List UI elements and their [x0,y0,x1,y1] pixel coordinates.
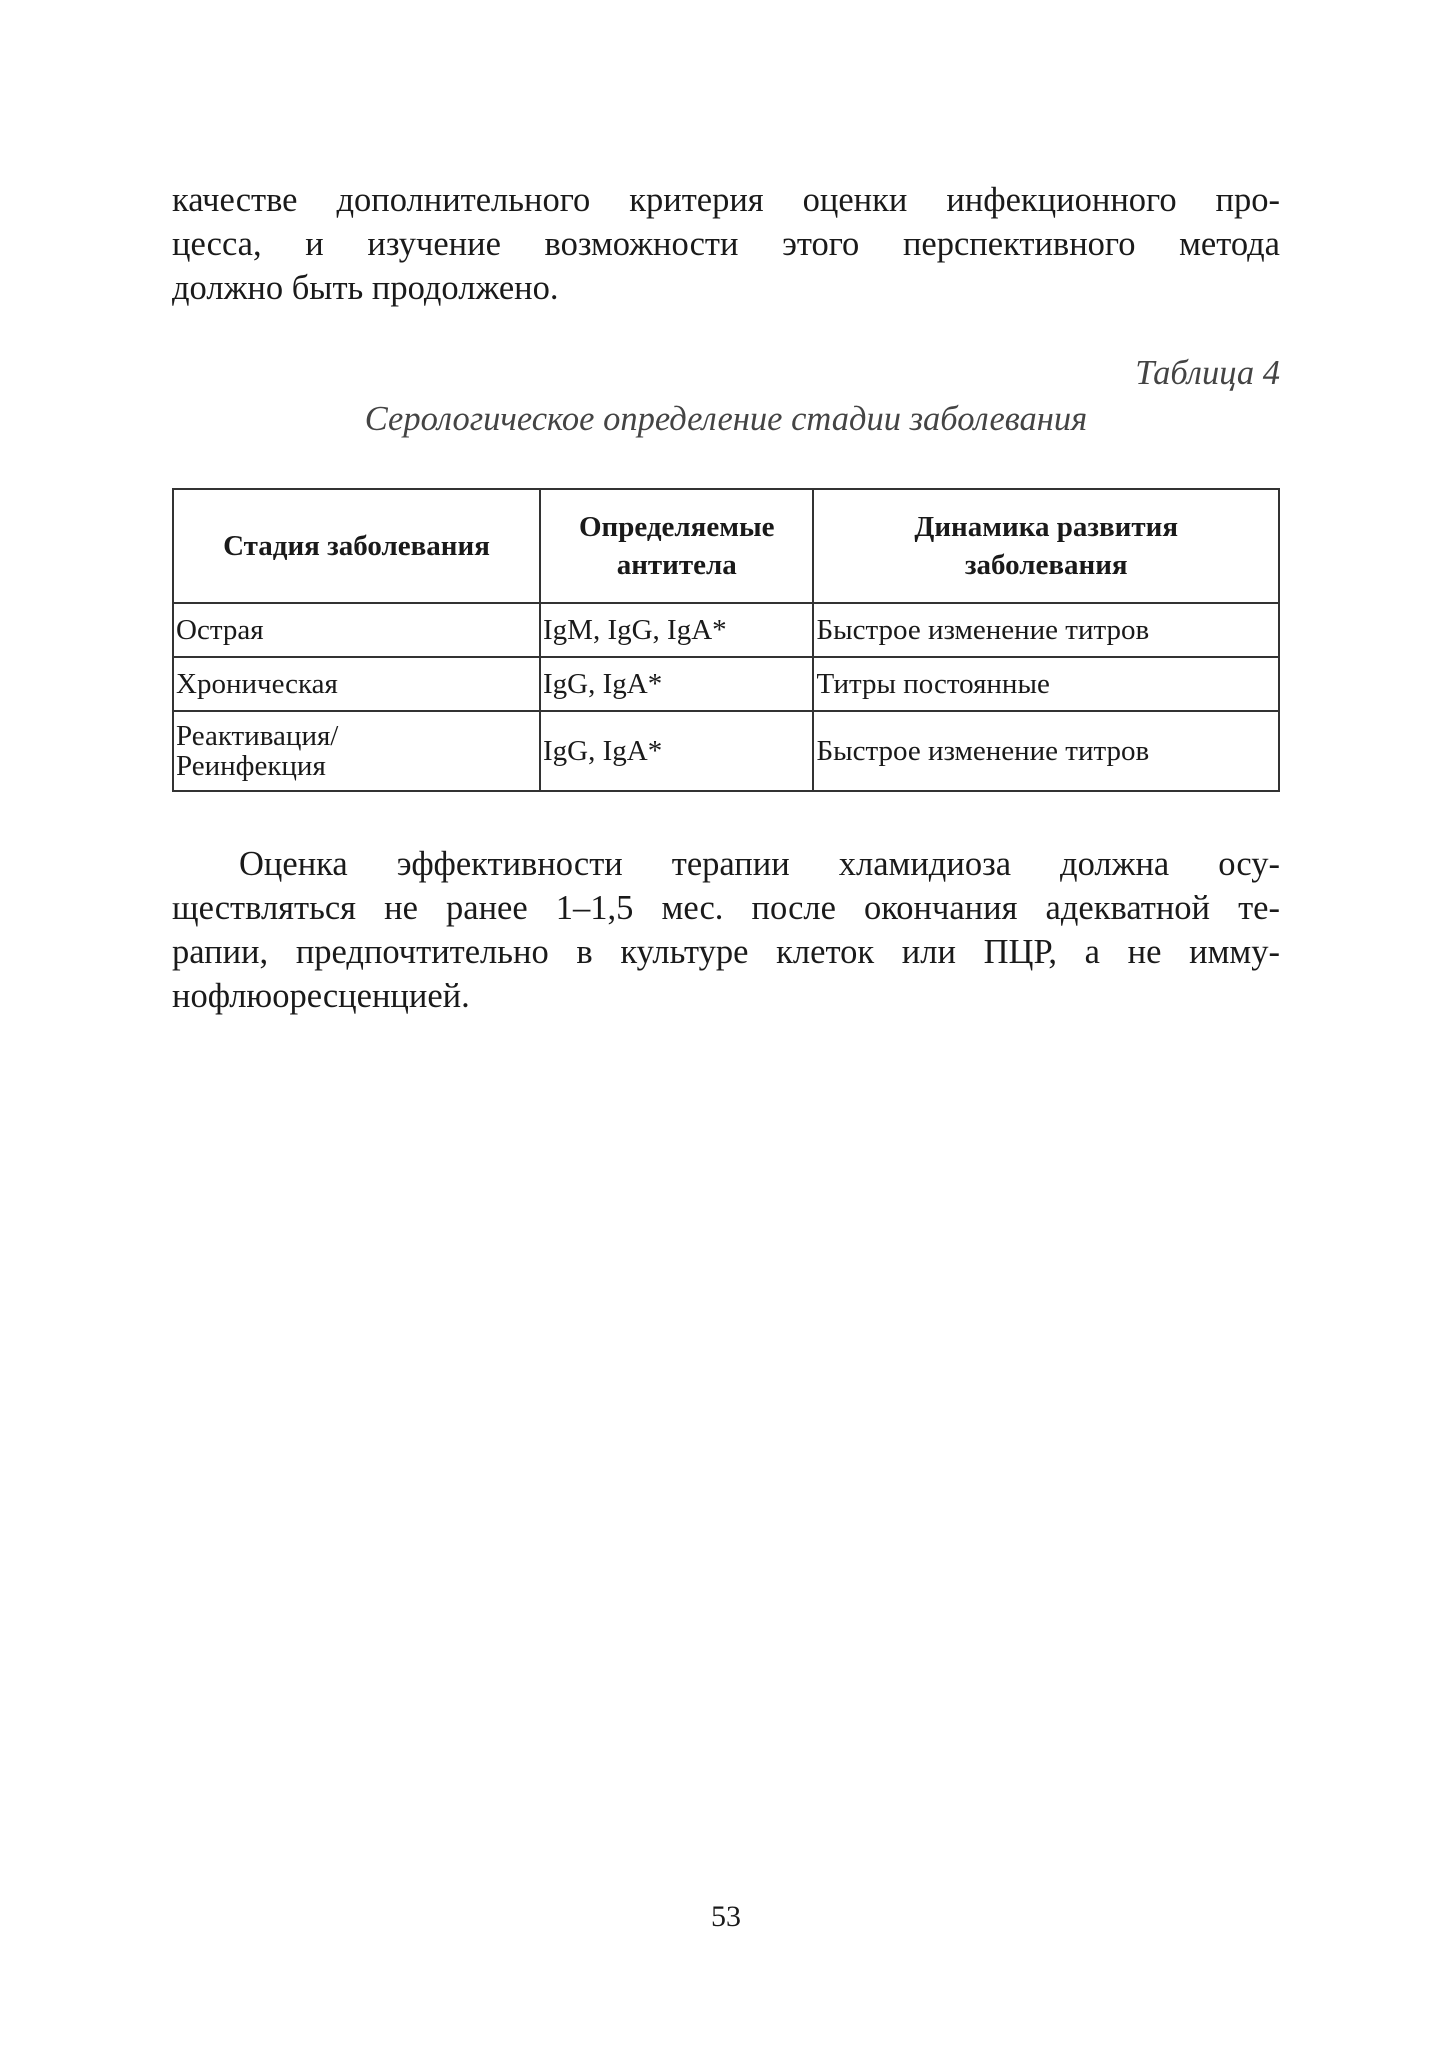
header-text: Определяемые [578,511,775,543]
cell-antibodies: IgG, IgA* [540,657,813,711]
header-text: Стадия заболевания [223,530,490,562]
header-text: антитела [616,549,737,581]
table-number: Таблица 4 [1135,354,1280,392]
header-stage [173,489,540,603]
header-dynamics [813,489,1279,603]
paragraph-therapy [172,842,1280,1018]
serology-table [172,488,1280,792]
paragraph-line: ществляться не ранее 1–1,5 мес. после окончания адекватной те- [172,889,1280,927]
paragraph-line: Оценка эффективности терапии хламидиоза должна осу- [239,845,1280,883]
paragraph-line: качестве дополнительного критерия оценки инфекционного про- [172,181,1280,219]
cell-stage: Хроническая [173,657,540,711]
cell-stage: Острая [173,603,540,657]
cell-dynamics: Быстрое изменение титров [813,711,1279,791]
cell-stage-line: Реактивация/ [176,720,339,752]
table-row [173,711,1279,791]
header-text: Динамика развития [914,511,1179,543]
header-text: заболевания [964,549,1128,581]
cell-antibodies: IgM, IgG, IgA* [540,603,813,657]
cell-stage [173,711,540,791]
paragraph-line: нофлюоресценцией. [172,977,470,1015]
table-header-row [173,489,1279,603]
cell-stage-line: Реинфекция [176,750,326,782]
table-title: Серологическое определение стадии заболевания [364,400,1088,438]
page-number: 53 [711,1900,741,1933]
cell-antibodies: IgG, IgA* [540,711,813,791]
cell-dynamics: Быстрое изменение титров [813,603,1279,657]
paragraph-line: должно быть продолжено. [172,269,559,307]
table-row [173,603,1279,657]
header-antibodies [540,489,813,603]
paragraph-line: цесса, и изучение возможности этого перспективного метода [172,225,1280,263]
paragraph-intro [172,178,1280,310]
cell-dynamics: Титры постоянные [813,657,1279,711]
paragraph-line: рапии, предпочтительно в культуре клеток или ПЦР, а не имму- [172,933,1280,971]
table-row [173,657,1279,711]
